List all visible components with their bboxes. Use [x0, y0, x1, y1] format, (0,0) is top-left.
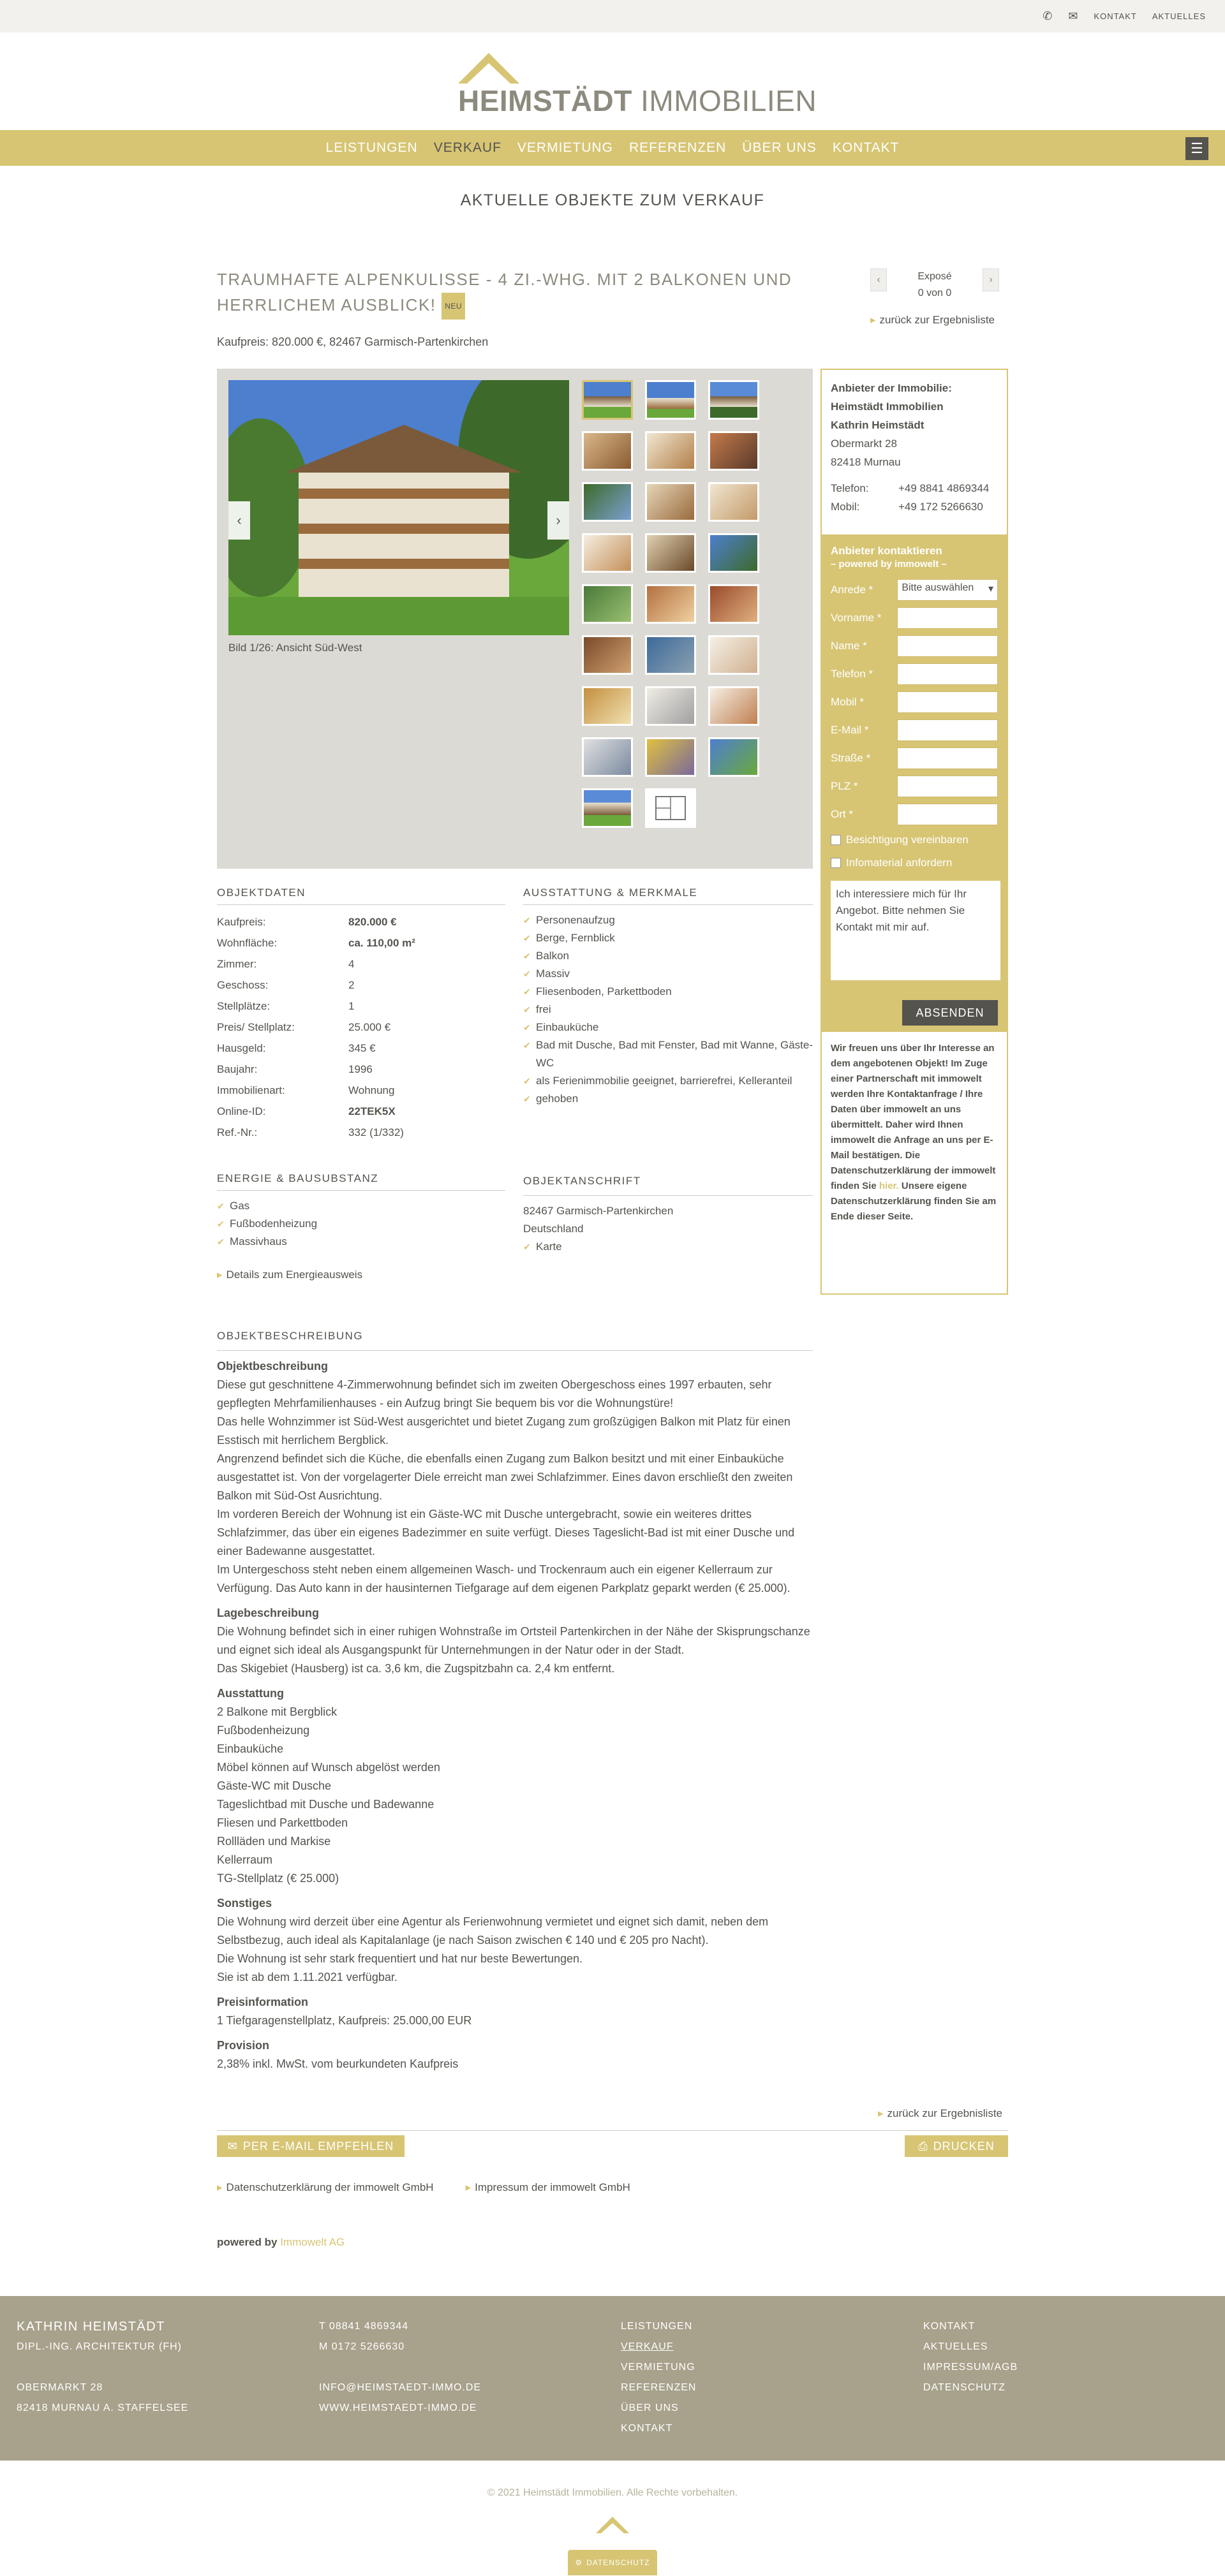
immowelt-privacy-link[interactable]: ▸ Datenschutzerklärung der immowelt GmbH	[217, 2181, 434, 2194]
objektdaten-value: 332 (1/332)	[348, 1126, 404, 1138]
list-item: ✔ Fußbodenheizung	[217, 1215, 505, 1233]
description-line: Das Skigebiet (Hausberg) ist ca. 3,6 km, die Zugspitzbahn ca. 2,4 km entfernt.	[217, 1662, 615, 1675]
list-item: ✔ als Ferienimmobilie geeignet, barrierefrei, Kelleranteil	[523, 1072, 813, 1090]
hamburger-menu-icon[interactable]: ☰	[1185, 137, 1208, 160]
list-item: ✔ Einbauküche	[523, 1019, 813, 1036]
description-line: 2 Balkone mit Bergblick	[217, 1705, 338, 1718]
footer-title: DIPL.-ING. ARCHITEKTUR (FH)	[17, 2341, 182, 2352]
anschrift-section	[523, 1172, 813, 1256]
list-item: ✔ Gas	[217, 1197, 505, 1215]
expose-prev-button[interactable]: ‹	[870, 269, 887, 291]
objektdaten-row	[217, 1017, 505, 1038]
list-item: ✔ Fliesenboden, Parkettboden	[523, 983, 813, 1001]
listing-title-text: TRAUMHAFTE ALPENKULISSE - 4 ZI.-WHG. MIT 2 BALKONEN UND HERRLICHEM AUSBLICK!	[217, 270, 792, 314]
send-button[interactable]: ABSENDEN	[902, 1000, 998, 1026]
anrede-label: Anrede *	[831, 584, 873, 596]
contact-sidebar	[820, 369, 1008, 1295]
thumbnail[interactable]	[708, 431, 759, 471]
back-to-top-icon[interactable]	[596, 2517, 629, 2536]
provider-tel-label: Telefon:	[831, 482, 869, 494]
objektdaten-value: 4	[348, 958, 355, 970]
anrede-value: Bitte auswählen	[902, 582, 974, 593]
nav-kontakt[interactable]: KONTAKT	[832, 140, 900, 155]
expose-pager	[870, 266, 999, 298]
thumbnail[interactable]	[708, 482, 759, 522]
objektdaten-section	[217, 887, 505, 1143]
contact-form-powered: – powered by immowelt –	[831, 559, 947, 570]
image-gallery	[217, 369, 813, 869]
objektdaten-row	[217, 1101, 505, 1122]
objektdaten-key: Ref.-Nr.:	[217, 1126, 258, 1138]
list-item: ✔ gehoben	[523, 1090, 813, 1108]
powered-by: powered by Immowelt AG	[217, 2236, 345, 2248]
immowelt-link[interactable]: Immowelt AG	[280, 2236, 345, 2248]
energie-heading: ENERGIE & BAUSUBSTANZ	[217, 1172, 505, 1191]
thumbnail[interactable]	[645, 737, 696, 777]
objektdaten-value: 1	[348, 1000, 355, 1012]
thumbnail[interactable]	[582, 686, 633, 726]
provider-tel[interactable]: +49 8841 4869344	[898, 482, 990, 494]
footer-tel[interactable]: T 08841 4869344	[319, 2321, 409, 2332]
logo-bold: HEIMSTÄDT	[458, 84, 632, 117]
plz-input[interactable]	[897, 776, 998, 797]
thumbnail[interactable]	[645, 482, 696, 522]
thumbnail[interactable]	[582, 533, 633, 573]
floorplan-icon	[647, 790, 694, 826]
nav-referenzen[interactable]: REFERENZEN	[628, 140, 727, 155]
description-line: Rollläden und Markise	[217, 1835, 331, 1848]
footer-mob[interactable]: M 0172 5266630	[319, 2341, 405, 2352]
provider-person: Kathrin Heimstädt	[831, 419, 924, 431]
description-line: Angrenzend befindet sich die Küche, die ebenfalls einen Zugang zum Balkon besitzt und mit einer Einbauküche ausgestattet ist. Von der vorgelagerter Diele erreicht man zwei Schlafzimmer. Eines davon erschließt den zweiten Balkon mit Süd-Ost Ausrichtung.	[217, 1452, 793, 1502]
back-to-results-link-bottom[interactable]: ▸ zurück zur Ergebnisliste	[878, 2107, 1002, 2120]
email-recommend-button[interactable]: ✉ PER E-MAIL EMPFEHLEN	[217, 2135, 405, 2157]
list-item: ✔ Massiv	[523, 965, 813, 983]
objektdaten-row	[217, 1038, 505, 1059]
description-subheading: Objektbeschreibung	[217, 1360, 329, 1373]
image-caption: Bild 1/26: Ansicht Süd-West	[228, 642, 362, 654]
expose-next-button[interactable]: ›	[983, 269, 999, 291]
floorplan-thumbnail[interactable]	[645, 788, 696, 828]
expose-label: Exposé	[917, 271, 952, 282]
description-subheading: Sonstiges	[217, 1897, 272, 1910]
objektdaten-heading: OBJEKTDATEN	[217, 887, 505, 905]
footer-nav-kontakt[interactable]: KONTAKT	[621, 2423, 673, 2434]
page-title: AKTUELLE OBJEKTE ZUM VERKAUF	[460, 191, 765, 209]
message-textarea[interactable]: Ich interessiere mich für Ihr Angebot. Bitte nehmen Sie Kontakt mit mir auf.	[831, 881, 1000, 980]
strasse-input[interactable]	[897, 747, 998, 769]
footer-city: 82418 MURNAU A. STAFFELSEE	[17, 2403, 189, 2413]
energie-section	[217, 1172, 505, 1281]
thumbnail[interactable]	[645, 584, 696, 624]
description-line: 1 Tiefgaragenstellplatz, Kaufpreis: 25.000,00 EUR	[217, 2014, 472, 2027]
thumbnail[interactable]	[645, 380, 696, 420]
list-item: ✔ frei	[523, 1001, 813, 1019]
list-item: ✔ Bad mit Dusche, Bad mit Fenster, Bad mit Wanne, Gäste-WC	[523, 1036, 813, 1072]
description-subheading: Lagebeschreibung	[217, 1607, 320, 1619]
description-line: Sie ist ab dem 1.11.2021 verfügbar.	[217, 1971, 397, 1984]
telefon-input[interactable]	[897, 663, 998, 685]
objektdaten-value: 22TEK5X	[348, 1105, 396, 1117]
provider-city: 82418 Murnau	[831, 456, 901, 468]
objektdaten-value: 1996	[348, 1063, 373, 1075]
description-line: Kellerraum	[217, 1853, 273, 1866]
objektdaten-value: 345 €	[348, 1042, 376, 1054]
logo-light: IMMOBILIEN	[641, 84, 817, 117]
objektdaten-key: Hausgeld:	[217, 1042, 266, 1054]
footer-link-kontakt[interactable]: KONTAKT	[923, 2321, 976, 2332]
objektdaten-value: Wohnung	[348, 1084, 395, 1096]
footer-nav-vermietung[interactable]: VERMIETUNG	[621, 2362, 695, 2373]
footer-nav-leistungen[interactable]: LEISTUNGEN	[621, 2321, 693, 2332]
thumbnail[interactable]	[645, 635, 696, 675]
immowelt-impressum-link[interactable]: ▸ Impressum der immowelt GmbH	[466, 2181, 630, 2194]
objektdaten-value: ca. 110,00 m²	[348, 937, 415, 949]
footer-nav-referenzen[interactable]: REFERENZEN	[621, 2382, 697, 2393]
objektdaten-key: Geschoss:	[217, 979, 269, 991]
thumbnail[interactable]	[582, 380, 633, 420]
objektdaten-key: Wohnfläche:	[217, 937, 278, 949]
objektdaten-row	[217, 911, 505, 932]
nav-vermietung[interactable]: VERMIETUNG	[517, 140, 613, 155]
objektdaten-row	[217, 996, 505, 1017]
description-line: Einbauküche	[217, 1742, 284, 1755]
mobil-input[interactable]	[897, 691, 998, 713]
gallery-prev-button[interactable]: ‹	[228, 501, 250, 540]
privacy-link[interactable]: hier.	[879, 1181, 899, 1191]
footer-name: KATHRIN HEIMSTÄDT	[17, 2320, 165, 2334]
datenschutz-button[interactable]: ⚙ DATENSCHUTZ	[568, 2550, 657, 2575]
provider-info	[822, 370, 1007, 516]
list-item: ✔ Berge, Fernblick	[523, 929, 813, 947]
list-item: ✔ Massivhaus	[217, 1233, 505, 1251]
thumbnail[interactable]	[582, 737, 633, 777]
description-line: Im Untergeschoss steht neben einem allgemeinen Wasch- und Trockenraum auch ein eigener Kellerraum zur Verfügung. Das Auto kann in der hausinternen Tiefgarage auf dem eigenen Parkplatz geparkt werden (€ 25.000).	[217, 1563, 791, 1594]
objektdaten-row	[217, 1059, 505, 1080]
description-line: Die Wohnung befindet sich in einer ruhigen Wohnstraße im Ortsteil Partenkirchen in der Nähe der Skisprungschanze und eignet sich ideal als Ausgangspunkt für Unternehmungen in der Natur oder in der Stadt.	[217, 1625, 810, 1656]
field-label: Ort *	[831, 808, 853, 820]
description-section	[217, 1327, 813, 2073]
thumbnail[interactable]	[645, 431, 696, 471]
name-input[interactable]	[897, 635, 998, 657]
expose-count: 0 von 0	[917, 288, 952, 298]
infomaterial-checkbox[interactable]: Infomaterial anfordern	[831, 851, 998, 874]
energieausweis-link[interactable]: ▸ Details zum Energieausweis	[217, 1269, 505, 1281]
house-roof-icon	[458, 53, 767, 85]
description-line: Das helle Wohnzimmer ist Süd-West ausgerichtet und bietet Zugang zum großzügigen Balkon mit Platz für einen Esstisch mit herrlichem Bergblick.	[217, 1415, 791, 1446]
nav-verkauf[interactable]: VERKAUF	[433, 140, 501, 155]
besichtigung-checkbox[interactable]: Besichtigung vereinbaren	[831, 828, 998, 851]
footer-nav-ueber-uns[interactable]: ÜBER UNS	[621, 2403, 679, 2413]
field-label: Telefon *	[831, 668, 873, 680]
description-heading: OBJEKTBESCHREIBUNG	[217, 1327, 813, 1351]
field-label: Mobil *	[831, 696, 864, 708]
phone-icon[interactable]: ✆	[1043, 10, 1053, 22]
map-link[interactable]: ✔ Karte	[523, 1238, 813, 1256]
thumbnail[interactable]	[582, 482, 633, 522]
footer-street: OBERMARKT 28	[17, 2382, 103, 2393]
description-line: TG-Stellplatz (€ 25.000)	[217, 1872, 339, 1885]
listing-title	[217, 267, 842, 320]
top-utility-bar	[0, 0, 1225, 33]
anrede-select[interactable]	[897, 579, 998, 601]
contact-form-title: Anbieter kontaktieren	[831, 545, 942, 557]
privacy-note: Wir freuen uns über Ihr Interesse an dem angebotenen Objekt! Im Zuge einer Partnerschaft mit immowelt werden Ihre Kontaktanfrage / Ihre Daten über immowelt an uns übermittelt. Daher wird Ihnen immowelt die Anfrage an uns per E-Mail bestätigen. Die Datenschutzerklärung der immowelt finden Sie hier. Unsere eigene Datenschutzerklärung finden Sie am Ende dieser Seite.	[831, 1043, 997, 1222]
anschrift-line2: Deutschland	[523, 1223, 584, 1235]
email-input[interactable]	[897, 719, 998, 741]
vorname-input[interactable]	[897, 607, 998, 629]
gear-icon: ⚙	[575, 2558, 583, 2567]
description-line: Möbel können auf Wunsch abgelöst werden	[217, 1761, 440, 1774]
print-button[interactable]: ⎙ DRUCKEN	[905, 2135, 1008, 2157]
back-to-results-link[interactable]: ▸ zurück zur Ergebnisliste	[870, 314, 995, 327]
description-line: Die Wohnung ist sehr stark frequentiert und hat nur beste Bewertungen.	[217, 1952, 583, 1965]
provider-mobil-label: Mobil:	[831, 501, 860, 513]
thumbnail[interactable]	[645, 533, 696, 573]
description-line: Diese gut geschnittene 4-Zimmerwohnung befindet sich im zweiten Obergeschoss eines 1997 erbauten, sehr gepflegten Mehrfamilienhauses - ein Aufzug bringt Sie bequem bis vor die Wohnungstüre!	[217, 1378, 772, 1409]
objektdaten-key: Baujahr:	[217, 1063, 258, 1075]
field-label: PLZ *	[831, 780, 858, 792]
list-item: ✔ Personenaufzug	[523, 911, 813, 929]
thumbnail[interactable]	[708, 635, 759, 675]
description-line: Die Wohnung wird derzeit über eine Agentur als Ferienwohnung vermietet und eignet sich damit, neben dem Selbstbezug, auch ideal als Kapitalanlage (je nach Saison zwischen € 140 und € 205 pro Nacht).	[217, 1915, 769, 1947]
objektdaten-key: Kaufpreis:	[217, 916, 266, 928]
thumbnail-grid	[582, 380, 759, 828]
field-label: Vorname *	[831, 612, 882, 624]
ausstattung-section	[523, 887, 813, 1108]
nav-ueber-uns[interactable]: ÜBER UNS	[742, 140, 817, 155]
list-item: ✔ Balkon	[523, 947, 813, 965]
provider-mobil[interactable]: +49 172 5266630	[898, 501, 983, 513]
top-link-kontakt[interactable]: KONTAKT	[1094, 11, 1137, 21]
field-label: Name *	[831, 640, 867, 652]
site-footer	[0, 2296, 1225, 2461]
description-line: Tageslichtbad mit Dusche und Badewanne	[217, 1798, 434, 1811]
description-line: Fliesen und Parkettboden	[217, 1816, 348, 1829]
anschrift-heading: OBJEKTANSCHRIFT	[523, 1172, 813, 1196]
main-image[interactable]	[228, 380, 569, 635]
description-line: Im vorderen Bereich der Wohnung ist ein Gäste-WC mit Dusche untergebracht, sowie ein weiteres drittes Schlafzimmer, das über ein eigenes Badezimmer en suite verfügt. Dieses Tageslicht-Bad ist mit einer Dusche und einer Badewanne ausgestattet.	[217, 1508, 795, 1557]
thumbnail[interactable]	[708, 584, 759, 624]
ort-input[interactable]	[897, 804, 998, 825]
gallery-next-button[interactable]: ›	[547, 501, 569, 540]
objektdaten-row	[217, 932, 505, 953]
objektdaten-key: Zimmer:	[217, 958, 257, 970]
thumbnail[interactable]	[582, 584, 633, 624]
objektdaten-key: Online-ID:	[217, 1105, 266, 1117]
description-line: 2,38% inkl. MwSt. vom beurkundeten Kaufpreis	[217, 2057, 459, 2070]
description-subheading: Provision	[217, 2039, 270, 2052]
objektdaten-row	[217, 975, 505, 996]
footer-mail[interactable]: INFO@HEIMSTAEDT-IMMO.DE	[319, 2382, 482, 2393]
provider-heading: Anbieter der Immobilie:	[831, 382, 952, 394]
printer-icon: ⎙	[918, 2139, 928, 2153]
objektdaten-key: Immobilienart:	[217, 1084, 285, 1096]
objektdaten-value: 25.000 €	[348, 1021, 391, 1033]
thumbnail[interactable]	[582, 635, 633, 675]
logo-wordmark	[458, 84, 817, 118]
footer-link-datenschutz[interactable]: DATENSCHUTZ	[923, 2382, 1006, 2393]
thumbnail[interactable]	[708, 737, 759, 777]
immowelt-links	[217, 2181, 630, 2194]
new-badge: NEU	[442, 293, 465, 320]
description-subheading: Ausstattung	[217, 1687, 284, 1700]
thumbnail[interactable]	[708, 533, 759, 573]
thumbnail[interactable]	[645, 686, 696, 726]
main-nav	[0, 130, 1225, 166]
objektdaten-value: 2	[348, 979, 355, 991]
thumbnail[interactable]	[708, 380, 759, 420]
nav-leistungen[interactable]: LEISTUNGEN	[325, 140, 418, 155]
footer-link-aktuelles[interactable]: AKTUELLES	[923, 2341, 988, 2352]
mail-icon[interactable]: ✉	[1068, 10, 1079, 22]
top-link-aktuelles[interactable]: AKTUELLES	[1152, 11, 1206, 21]
objektdaten-row	[217, 953, 505, 975]
field-label: E-Mail *	[831, 724, 869, 736]
provider-street: Obermarkt 28	[831, 438, 897, 450]
contact-form	[822, 534, 1007, 1032]
chevron-down-icon: ▾	[988, 584, 993, 594]
site-logo[interactable]	[458, 53, 817, 117]
description-line: Gäste-WC mit Dusche	[217, 1779, 332, 1792]
objektdaten-key: Stellplätze:	[217, 1000, 271, 1012]
objektdaten-key: Preis/ Stellplatz:	[217, 1021, 295, 1033]
house-photo	[228, 380, 569, 635]
mail-icon: ✉	[227, 2139, 238, 2153]
footer-web[interactable]: WWW.HEIMSTAEDT-IMMO.DE	[319, 2403, 477, 2413]
copyright: © 2021 Heimstädt Immobilien. Alle Rechte vorbehalten.	[487, 2487, 738, 2498]
footer-link-impressum[interactable]: IMPRESSUM/AGB	[923, 2362, 1018, 2373]
footer-nav-verkauf[interactable]: VERKAUF	[621, 2341, 674, 2352]
anschrift-line1: 82467 Garmisch-Partenkirchen	[523, 1205, 674, 1217]
provider-company: Heimstädt Immobilien	[831, 401, 944, 413]
divider	[217, 2130, 1008, 2131]
objektdaten-value: 820.000 €	[348, 916, 397, 928]
thumbnail[interactable]	[582, 431, 633, 471]
thumbnail[interactable]	[708, 686, 759, 726]
objektdaten-row	[217, 1122, 505, 1143]
description-subheading: Preisinformation	[217, 1996, 309, 2008]
field-label: Straße *	[831, 752, 871, 764]
thumbnail[interactable]	[582, 788, 633, 828]
price-line: Kaufpreis: 820.000 €, 82467 Garmisch-Partenkirchen	[217, 335, 489, 348]
ausstattung-heading: AUSSTATTUNG & MERKMALE	[523, 887, 813, 905]
description-line: Fußbodenheizung	[217, 1724, 310, 1737]
objektdaten-row	[217, 1080, 505, 1101]
